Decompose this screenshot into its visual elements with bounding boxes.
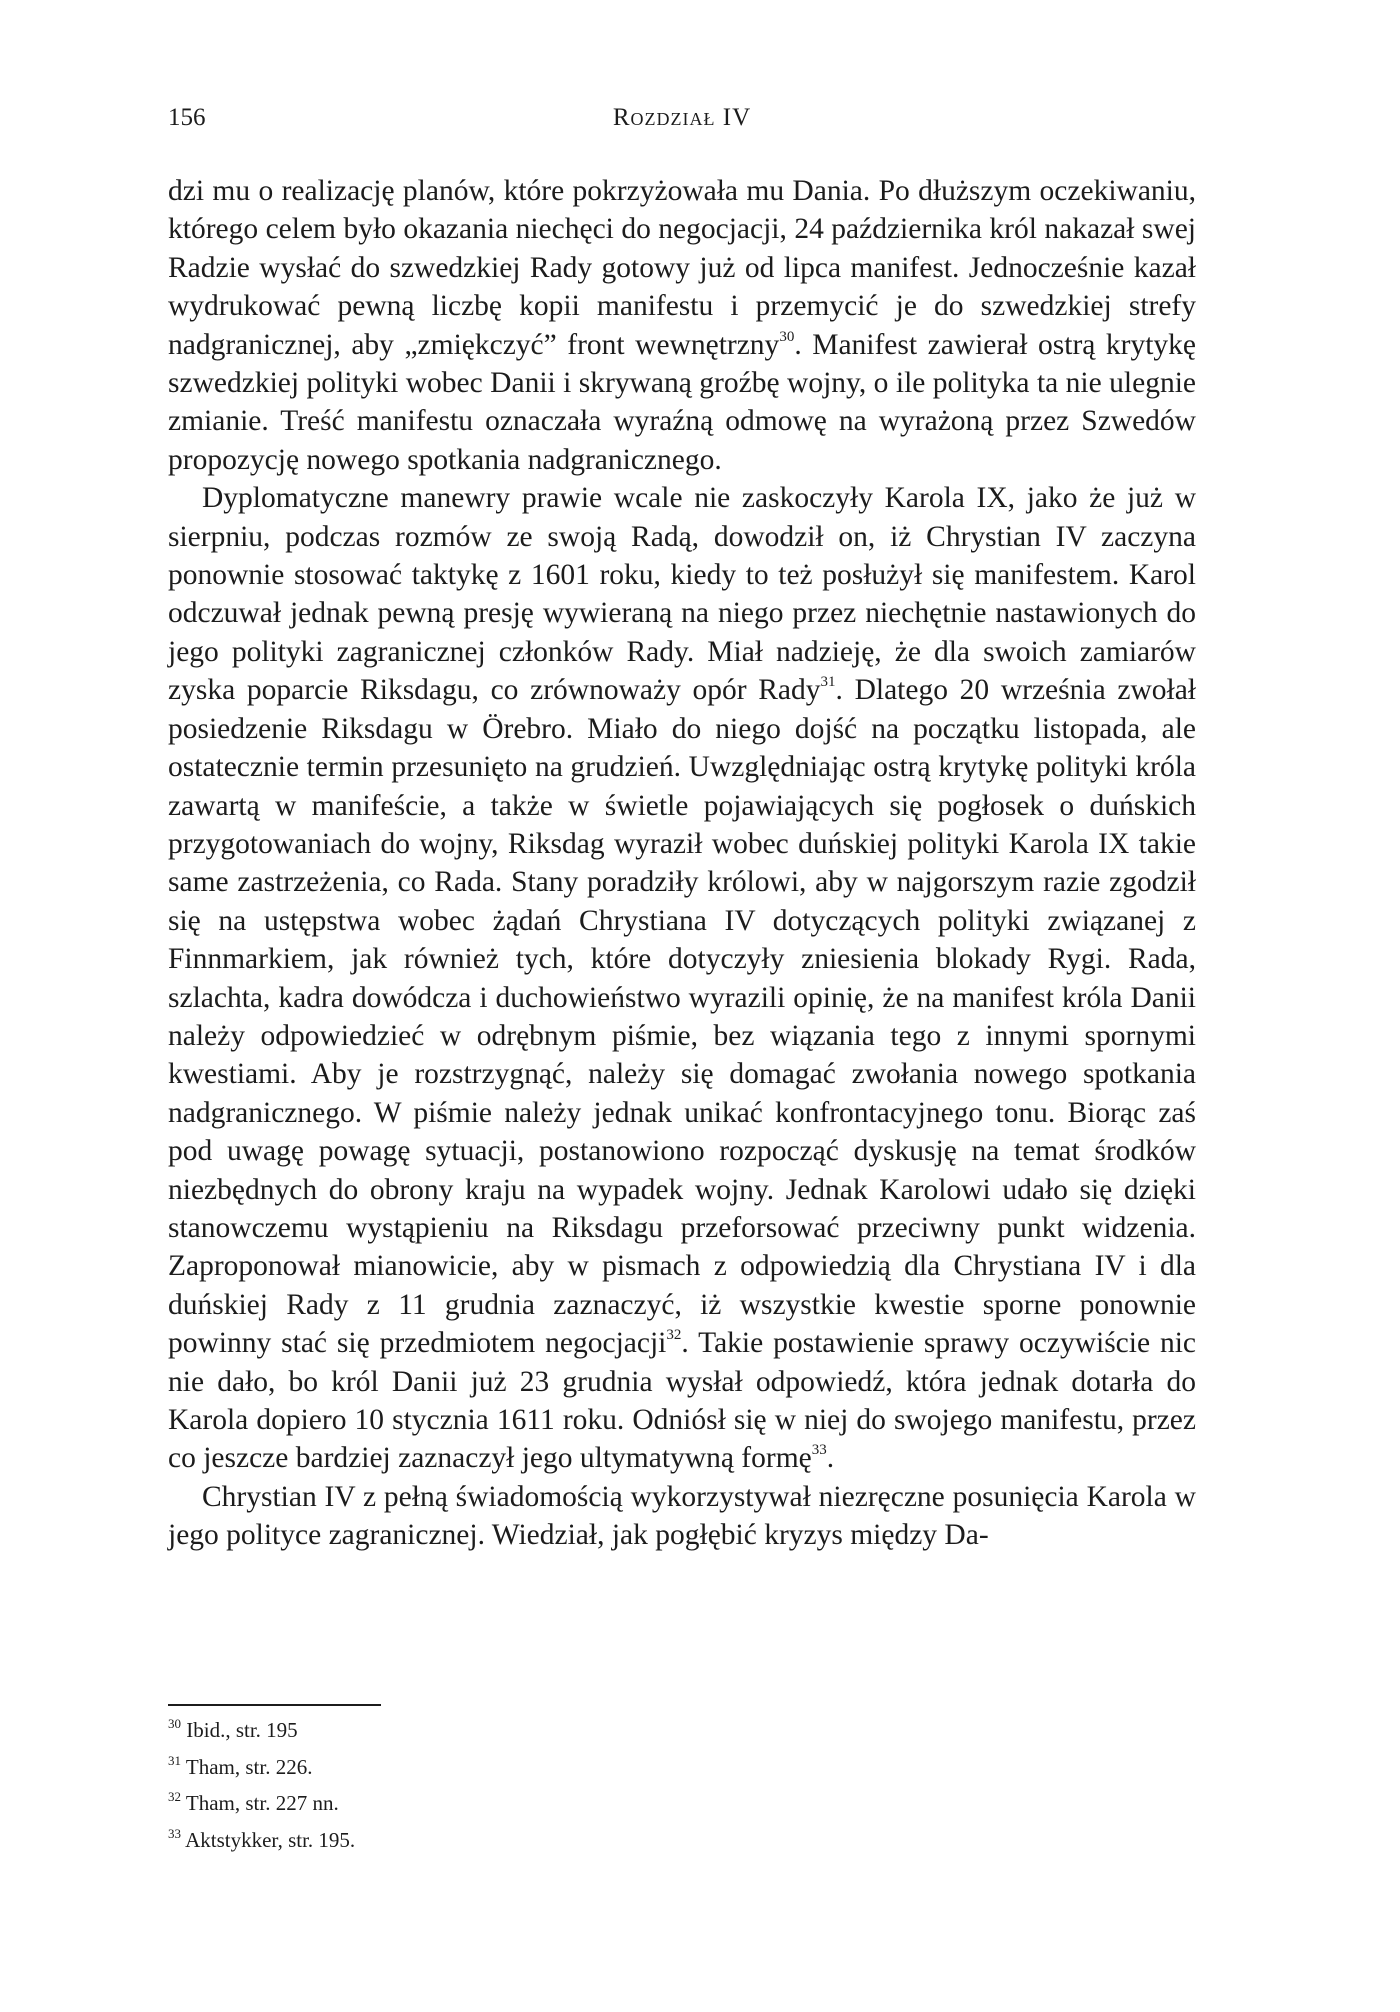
footnote-reference: 31 <box>820 674 836 691</box>
text-segment: . Dlatego 20 września zwołał posiedzenie Riksdagu w Örebro. Miało do niego dojść na początku listopada, ale ostatecznie termin przesunięto na grudzień. Uwzględniając ostrą krytykę polityki króla zawartą w manifeście, a także w świetle pojawiających się pogłosek o duńskich przygotowaniach do wojny, Riksdag wyraził wobec duńskiej polityki Karola IX takie same zastrzeżenia, co Rada. Stany poradziły królowi, aby w najgorszym razie zgodził się na ustępstwa wobec żądań Chrystiana IV dotyczących polityki związanej z Finnmarkiem, jak również tych, które dotyczyły zniesienia blokady Rygi. Rada, szlachta, kadra dowódcza i duchowieństwo wyrazili opinię, że na manifest króla Danii należy odpowiedzieć w odrębnym piśmie, bez wiązania tego z innymi spornymi kwestiami. Aby je rozstrzygnąć, należy się domagać zwołania nowego spotkania nadgranicznego. W piśmie należy jednak unikać konfrontacyjnego tonu. Biorąc zaś pod uwagę powagę sytuacji, postanowiono rozpocząć dyskusję na temat środków niezbędnych do obrony kraju na wypadek wojny. Jednak Karolowi udało się dzięki stanowczemu wystąpieniu na Riksdagu przeforsować przeciwny punkt widzenia. Zaproponował mianowicie, aby w pismach z odpowiedzią dla Chrystiana IV i dla duńskiej Rady z 11 grudnia zaznaczyć, iż wszystkie kwestie sporne ponownie powinny stać się przedmiotem negocjacji <box>168 674 1196 1360</box>
footnote-text: Ibid., str. 195 <box>186 1718 298 1742</box>
footnote-number: 32 <box>168 1789 181 1804</box>
footnote-reference: 32 <box>666 1327 682 1344</box>
footnote-item <box>168 1749 1196 1786</box>
page-number: 156 <box>168 104 206 131</box>
footnote-text: Aktstykker, str. 195. <box>185 1827 356 1852</box>
text-segment: . Takie postawienie sprawy oczywiście nic nie dało, bo król Danii już 23 grudnia wysłał odpowiedź, która jednak dotarła do Karola dopiero 10 stycznia 1611 roku. Odniósł się w niej do swojego manifestu, przez co jeszcze bardziej zaznaczył jego ultymatywną formę <box>168 1327 1197 1475</box>
body-paragraph <box>168 172 1196 479</box>
footnote-text: Tham, str. 227 nn. <box>185 1791 339 1815</box>
text-segment: Chrystian IV z pełną świadomością wykorzystywał niezręczne posunięcia Karola w jego polityce zagranicznej. Wiedział, jak pogłębić kryzys między Da- <box>168 1480 1196 1552</box>
text-segment: dzi mu o realizację planów, które pokrzyżowała mu Dania. Po dłuższym oczekiwaniu, którego celem było okazania niechęci do negocjacji, 24 października król nakazał swej Radzie wysłać do szwedzkiej Rady gotowy już od lipca manifest. Jednocześnie kazał wydrukować pewną liczbę kopii manifestu i przemycić je do szwedzkiej strefy nadgranicznej, aby „zmiękczyć” front wewnętrzny <box>168 175 1196 361</box>
text-segment: . Manifest zawierał ostrą krytykę szwedzkiej polityki wobec Danii i skrywaną groźbę wojny, o ile polityka ta nie ulegnie zmianie. Treść manifestu oznaczała wyraźną odmowę na wyrażoną przez Szwedów propozycję nowego spotkania nadgranicznego. <box>168 328 1197 476</box>
chapter-title: Rozdział IV <box>612 104 752 131</box>
footnote-reference: 33 <box>811 1442 827 1459</box>
footnote-text: Tham, str. 226. <box>185 1754 313 1779</box>
footnotes <box>168 1712 1196 1858</box>
running-header <box>168 100 1196 136</box>
text-segment: Dyplomatyczne manewry prawie wcale nie zaskoczyły Karola IX, jako że już w sierpniu, podczas rozmów ze swoją Radą, dowodził on, iż Chrystian IV zaczyna ponownie stosować taktykę z 1601 roku, kiedy to też posłużył się manifestem. Karol odczuwał jednak pewną presję wywieraną na niego przez niechętnie nastawionych do jego polityki zagranicznej członków Rady. Miał nadzieję, że dla swoich zamiarów zyska poparcie Riksdagu, co zrównoważy opór Rady <box>168 482 1196 707</box>
footnote-number: 33 <box>168 1825 181 1841</box>
footnote-item <box>168 1822 1196 1859</box>
footnote-number: 31 <box>168 1752 181 1768</box>
body-paragraph <box>168 479 1196 1478</box>
footnote-number: 30 <box>168 1716 181 1731</box>
footnote-item <box>168 1785 1196 1822</box>
text-segment: . <box>826 1442 835 1475</box>
footnote-divider <box>168 1704 381 1706</box>
body-text <box>168 172 1196 1555</box>
footnote-item <box>168 1712 1196 1749</box>
footnote-reference: 30 <box>779 328 795 345</box>
body-paragraph <box>168 1478 1196 1555</box>
